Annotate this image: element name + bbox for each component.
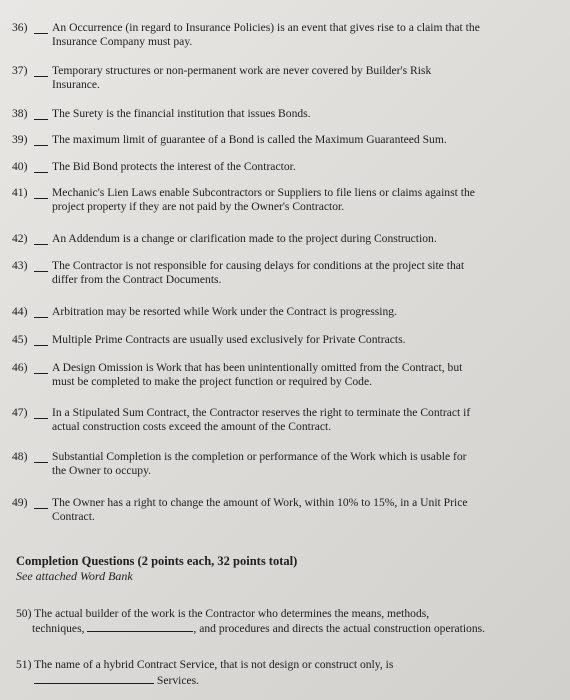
question-text: Temporary structures or non-permanent work are never covered by Builder's Risk Insurance. xyxy=(52,64,432,91)
answer-blank[interactable] xyxy=(34,406,48,419)
question-38 xyxy=(12,107,552,123)
answer-blank[interactable] xyxy=(34,133,48,146)
question-48 xyxy=(12,450,552,480)
question-number: 37) xyxy=(12,64,28,77)
question-text: The Owner has a right to change the amount of Work, within 10% to 15%, in a Unit Price Contract. xyxy=(52,496,468,523)
question-number: 47) xyxy=(12,406,28,419)
question-42 xyxy=(12,232,552,248)
answer-blank[interactable] xyxy=(34,259,48,272)
question-number: 44) xyxy=(12,305,28,318)
question-text: The maximum limit of guarantee of a Bond is called the Maximum Guaranteed Sum. xyxy=(52,133,447,146)
answer-blank[interactable] xyxy=(34,361,48,374)
question-text: Arbitration may be resorted while Work under the Contract is progressing. xyxy=(52,305,397,318)
answer-blank-51[interactable] xyxy=(34,673,154,684)
question-number: 38) xyxy=(12,107,28,120)
question-51-line-1: 51) The name of a hybrid Contract Service, that is not design or construct only, is xyxy=(16,658,394,671)
answer-blank[interactable] xyxy=(34,107,48,120)
question-43 xyxy=(12,259,552,289)
question-number: 45) xyxy=(12,333,28,346)
question-text: An Occurrence (in regard to Insurance Policies) is an event that gives rise to a claim that the Insurance Company must pay. xyxy=(52,21,480,48)
section-heading: Completion Questions (2 points each, 32 points total) xyxy=(16,554,298,568)
question-text: The Contractor is not responsible for causing delays for conditions at the project site that differ from the Contract Documents. xyxy=(52,259,465,286)
question-number: 46) xyxy=(12,361,28,374)
question-number: 36) xyxy=(12,21,28,34)
answer-blank[interactable] xyxy=(34,450,48,463)
section-subheading: See attached Word Bank xyxy=(16,569,133,583)
question-text: A Design Omission is Work that has been unintentionally omitted from the Contract, but must be completed to make the project function or required by Code. xyxy=(52,361,463,388)
question-51-text-after: Services. xyxy=(156,674,200,687)
question-44 xyxy=(12,305,552,321)
question-50-text-before: techniques, xyxy=(32,622,85,635)
answer-blank[interactable] xyxy=(34,232,48,245)
question-number: 40) xyxy=(12,160,28,173)
answer-blank[interactable] xyxy=(34,333,48,346)
question-50-line-1: 50) The actual builder of the work is the Contractor who determines the means, methods, xyxy=(16,607,430,620)
question-40 xyxy=(12,160,552,176)
question-37 xyxy=(12,64,552,94)
answer-blank-50[interactable] xyxy=(87,621,193,632)
question-number: 41) xyxy=(12,186,28,199)
question-text: Multiple Prime Contracts are usually used exclusively for Private Contracts. xyxy=(52,333,406,346)
question-39 xyxy=(12,133,552,149)
question-text: Mechanic's Lien Laws enable Subcontractors or Suppliers to file liens or claims against the project property if they are not paid by the Owner's Contractor. xyxy=(52,186,475,213)
question-text: In a Stipulated Sum Contract, the Contractor reserves the right to terminate the Contract if actual construction costs exceed the amount of the Contract. xyxy=(52,406,471,433)
answer-blank[interactable] xyxy=(34,496,48,509)
answer-blank[interactable] xyxy=(34,21,48,34)
question-number: 43) xyxy=(12,259,28,272)
question-50-text-after: , and procedures and directs the actual construction operations. xyxy=(193,622,486,635)
answer-blank[interactable] xyxy=(34,186,48,199)
question-50-line-2 xyxy=(32,621,485,636)
answer-blank[interactable] xyxy=(34,64,48,77)
question-41 xyxy=(12,186,552,216)
answer-blank[interactable] xyxy=(34,160,48,173)
question-46 xyxy=(12,361,552,391)
question-49 xyxy=(12,496,552,526)
question-number: 48) xyxy=(12,450,28,463)
question-36 xyxy=(12,21,552,51)
answer-blank[interactable] xyxy=(34,305,48,318)
question-47 xyxy=(12,406,552,436)
question-51-line-2 xyxy=(34,673,199,688)
question-text: The Bid Bond protects the interest of the Contractor. xyxy=(52,160,296,173)
question-45 xyxy=(12,333,552,349)
question-text: Substantial Completion is the completion or performance of the Work which is usable for the Owner to occupy. xyxy=(52,450,467,477)
question-number: 49) xyxy=(12,496,28,509)
question-text: The Surety is the financial institution that issues Bonds. xyxy=(52,107,311,120)
question-text: An Addendum is a change or clarification made to the project during Construction. xyxy=(52,232,437,245)
question-number: 39) xyxy=(12,133,28,146)
question-number: 42) xyxy=(12,232,28,245)
